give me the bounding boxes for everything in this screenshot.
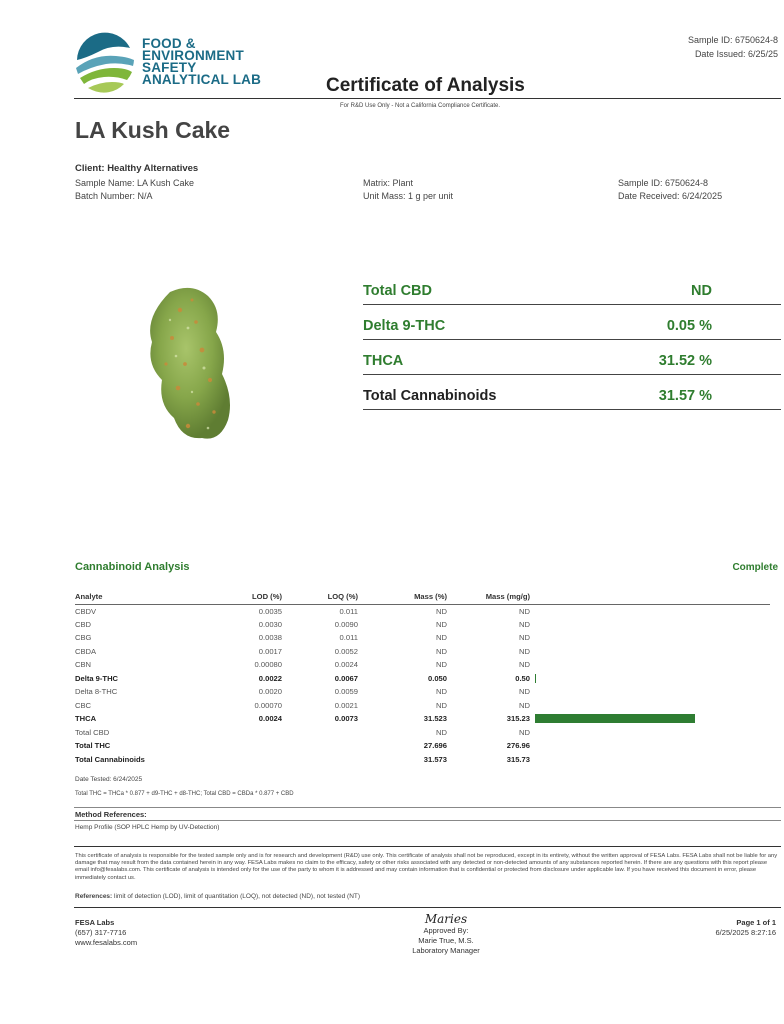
cell-mass-pct: ND xyxy=(436,646,447,656)
lab-name-line: FOOD & xyxy=(142,36,196,51)
cell-lod: 0.00070 xyxy=(254,700,282,710)
summary-row-total-cbd xyxy=(363,275,781,305)
cell-mass-mg: 0.50 xyxy=(515,673,530,683)
cell-analyte: Total CBD xyxy=(75,727,110,737)
cell-mass-mg: ND xyxy=(519,646,530,656)
cell-bar xyxy=(530,753,770,767)
column-header: Analyte xyxy=(75,589,195,604)
cell-mass-mg: ND xyxy=(519,606,530,616)
cell-loq: 0.011 xyxy=(339,633,358,643)
company-phone: (657) 317-7716 xyxy=(75,928,127,937)
cell-mass-pct: 0.050 xyxy=(427,673,447,683)
approver-title: Laboratory Manager xyxy=(412,946,480,955)
summary-value: 31.52 % xyxy=(658,353,712,369)
cell-loq: 0.0052 xyxy=(334,646,358,656)
method-text: Hemp Profile (SOP HPLC Hemp by UV-Detection) xyxy=(75,824,220,831)
table-row xyxy=(75,699,770,713)
unit-mass: Unit Mass: 1 g per unit xyxy=(363,191,454,201)
legal-text: This certificate of analysis is responsible for the tested sample only and is for research and development (R&D) use only. This certificate of analysis shall not be reproduced, except in its entirety, without the written approval of FESA Labs. FESA Labs shall not be liable for any damage that may result from the data contained herein in any way. FESA Labs makes no claim to the efficacy, safety or other risks associated with any detected or non-detected amounts of any substances reported herein. If there are any questions with this report please email info@fesalabs.com. This certificate of analysis is intended only for the use of the party to whom it is addressed and may contain information that is confidential or protected from disclosure under applicable law. If you have received this document in error, please immediately contact us. xyxy=(75,853,778,881)
disclaimer: For R&D Use Only - Not a California Compliance Certificate. xyxy=(340,103,501,109)
summary-label: THCA xyxy=(363,353,404,369)
summary-row-delta9-thc xyxy=(363,310,781,340)
cell-bar xyxy=(530,712,770,726)
cell-lod: 0.0017 xyxy=(258,646,282,656)
table-row xyxy=(75,631,770,645)
cell-mass-pct: ND xyxy=(436,660,447,670)
cell-lod: 0.0024 xyxy=(258,714,282,724)
lab-logo-icon xyxy=(72,30,138,94)
cell-analyte: Total Cannabinoids xyxy=(75,754,145,764)
cell-mass-pct: ND xyxy=(436,606,447,616)
cell-bar xyxy=(530,604,770,618)
cell-loq: 0.0024 xyxy=(334,660,358,670)
method-mid-rule xyxy=(74,820,781,821)
page-number: Page 1 of 1 xyxy=(736,918,776,927)
signature: Maries xyxy=(424,912,468,926)
cell-analyte: CBC xyxy=(75,700,92,710)
cell-mass-pct: ND xyxy=(436,727,447,737)
header-date-issued: Date Issued: 6/25/25 xyxy=(694,49,778,59)
lab-name-line: ENVIRONMENT xyxy=(142,48,244,63)
cell-lod xyxy=(195,726,282,740)
cell-lod: 0.0020 xyxy=(258,687,282,697)
date-received: Date Received: 6/24/2025 xyxy=(618,191,723,201)
sample-name: Sample Name: LA Kush Cake xyxy=(75,178,195,188)
product-name: LA Kush Cake xyxy=(75,117,231,143)
cell-mass-pct: ND xyxy=(436,633,447,643)
concentration-bar xyxy=(535,674,536,683)
cell-analyte: CBG xyxy=(75,633,92,643)
cell-lod xyxy=(195,739,282,753)
cell-mass-pct: ND xyxy=(436,700,447,710)
references xyxy=(75,893,360,900)
cell-analyte: CBDA xyxy=(75,646,97,656)
summary-label: Total CBD xyxy=(363,283,433,299)
cell-mass-mg: ND xyxy=(519,619,530,629)
cell-lod: 0.0038 xyxy=(258,633,282,643)
sample-details xyxy=(75,177,194,203)
formula-note: Total THC = THCa * 0.877 + d9-THC + d8-THC; Total CBD = CBDa * 0.877 + CBD xyxy=(75,791,294,797)
table-row xyxy=(75,672,770,686)
summary-value: ND xyxy=(691,283,712,299)
cell-analyte: Total THC xyxy=(75,741,111,751)
table-row xyxy=(75,712,770,726)
cell-lod: 0.0030 xyxy=(258,619,282,629)
client-name: Client: Healthy Alternatives xyxy=(75,163,199,174)
cell-analyte: Delta 8-THC xyxy=(75,687,118,697)
cell-bar xyxy=(530,618,770,632)
info-sample-id: Sample ID: 6750624-8 xyxy=(618,178,709,188)
cell-bar xyxy=(530,685,770,699)
table-row xyxy=(75,618,770,632)
cell-bar xyxy=(530,726,770,740)
cell-analyte: THCA xyxy=(75,714,97,724)
approved-by: Approved By: xyxy=(423,926,469,935)
column-header: LOD (%) xyxy=(195,589,282,604)
header-rule xyxy=(74,98,781,99)
cell-loq: 0.0073 xyxy=(334,714,358,724)
summary-row-thca xyxy=(363,345,781,375)
table-header-row xyxy=(75,589,770,604)
cell-loq xyxy=(282,739,358,753)
approver-name: Marie True, M.S. xyxy=(418,936,474,945)
column-header: Mass (mg/g) xyxy=(447,589,530,604)
cell-lod: 0.0035 xyxy=(258,606,282,616)
lab-name xyxy=(142,38,261,86)
method-title: Method References: xyxy=(75,810,147,819)
cell-loq: 0.0021 xyxy=(334,700,358,710)
cell-lod xyxy=(195,753,282,767)
cell-mass-pct: 31.523 xyxy=(423,714,447,724)
cell-bar xyxy=(530,699,770,713)
lab-name-line: SAFETY xyxy=(142,60,197,75)
cell-lod: 0.00080 xyxy=(254,660,282,670)
cell-analyte: Delta 9-THC xyxy=(75,673,119,683)
cell-mass-pct: 31.573 xyxy=(423,754,447,764)
summary-label: Delta 9-THC xyxy=(363,318,446,334)
cell-mass-pct: ND xyxy=(436,619,447,629)
cell-bar xyxy=(530,645,770,659)
company-name: FESA Labs xyxy=(75,918,115,927)
cell-analyte: CBN xyxy=(75,660,92,670)
cell-mass-mg: ND xyxy=(519,687,530,697)
cell-lod: 0.0022 xyxy=(258,673,282,683)
method-bottom-rule xyxy=(74,846,781,847)
references-text: limit of detection (LOD), limit of quantitation (LOQ), not detected (ND), not tested (NT) xyxy=(114,893,361,900)
batch-number: Batch Number: N/A xyxy=(75,191,153,201)
analysis-status-badge: Complete xyxy=(732,562,778,573)
cell-loq: 0.0090 xyxy=(334,619,358,629)
cell-loq: 0.0067 xyxy=(334,673,358,683)
cell-mass-mg: ND xyxy=(519,727,530,737)
column-header: Mass (%) xyxy=(358,589,447,604)
lab-name-line: ANALYTICAL LAB xyxy=(142,72,262,87)
matrix: Matrix: Plant xyxy=(363,178,414,188)
method-top-rule xyxy=(74,807,781,808)
column-header: LOQ (%) xyxy=(282,589,358,604)
footer-approval xyxy=(396,912,496,956)
table-row xyxy=(75,685,770,699)
page-title: Certificate of Analysis xyxy=(326,75,525,96)
column-header-bar xyxy=(530,589,770,604)
cell-mass-mg: ND xyxy=(519,660,530,670)
receipt-details xyxy=(618,177,722,203)
table-row xyxy=(75,753,770,767)
cell-mass-pct: 27.696 xyxy=(423,741,447,751)
cell-loq xyxy=(282,753,358,767)
matrix-details xyxy=(363,177,453,203)
analysis-title: Cannabinoid Analysis xyxy=(75,561,190,573)
cell-loq xyxy=(282,726,358,740)
cell-mass-mg: ND xyxy=(519,633,530,643)
print-timestamp: 6/25/2025 8:27:16 xyxy=(715,928,776,937)
footer-page-info xyxy=(716,918,776,938)
summary-value: 31.57 % xyxy=(658,388,712,404)
concentration-bar xyxy=(535,714,695,723)
header-sample-id: Sample ID: 6750624-8 xyxy=(687,35,778,45)
cell-analyte: CBDV xyxy=(75,606,97,616)
cell-mass-pct: ND xyxy=(436,687,447,697)
cell-mass-mg: 315.73 xyxy=(506,754,530,764)
cell-loq: 0.0059 xyxy=(334,687,358,697)
footer-rule xyxy=(74,907,781,908)
cell-analyte: CBD xyxy=(75,619,92,629)
cell-bar xyxy=(530,739,770,753)
table-row xyxy=(75,726,770,740)
table-row xyxy=(75,604,770,618)
cell-mass-mg: 276.96 xyxy=(506,741,530,751)
cell-mass-mg: 315.23 xyxy=(506,714,530,724)
table-row xyxy=(75,658,770,672)
cell-loq: 0.011 xyxy=(339,606,358,616)
summary-label: Total Cannabinoids xyxy=(363,388,497,404)
company-website: www.fesalabs.com xyxy=(75,938,138,947)
table-row xyxy=(75,739,770,753)
references-label: References: xyxy=(75,893,113,900)
cell-bar xyxy=(530,658,770,672)
cell-mass-mg: ND xyxy=(519,700,530,710)
summary-value: 0.05 % xyxy=(666,318,712,334)
cannabinoid-table xyxy=(75,589,770,766)
footer-company xyxy=(75,918,137,948)
product-image xyxy=(130,280,245,450)
cell-bar xyxy=(530,631,770,645)
table-row xyxy=(75,645,770,659)
summary-row-total-cannabinoids xyxy=(363,380,781,410)
date-tested: Date Tested: 6/24/2025 xyxy=(75,776,143,783)
header-meta xyxy=(688,33,778,61)
cell-bar xyxy=(530,672,770,686)
table-body xyxy=(75,604,770,766)
